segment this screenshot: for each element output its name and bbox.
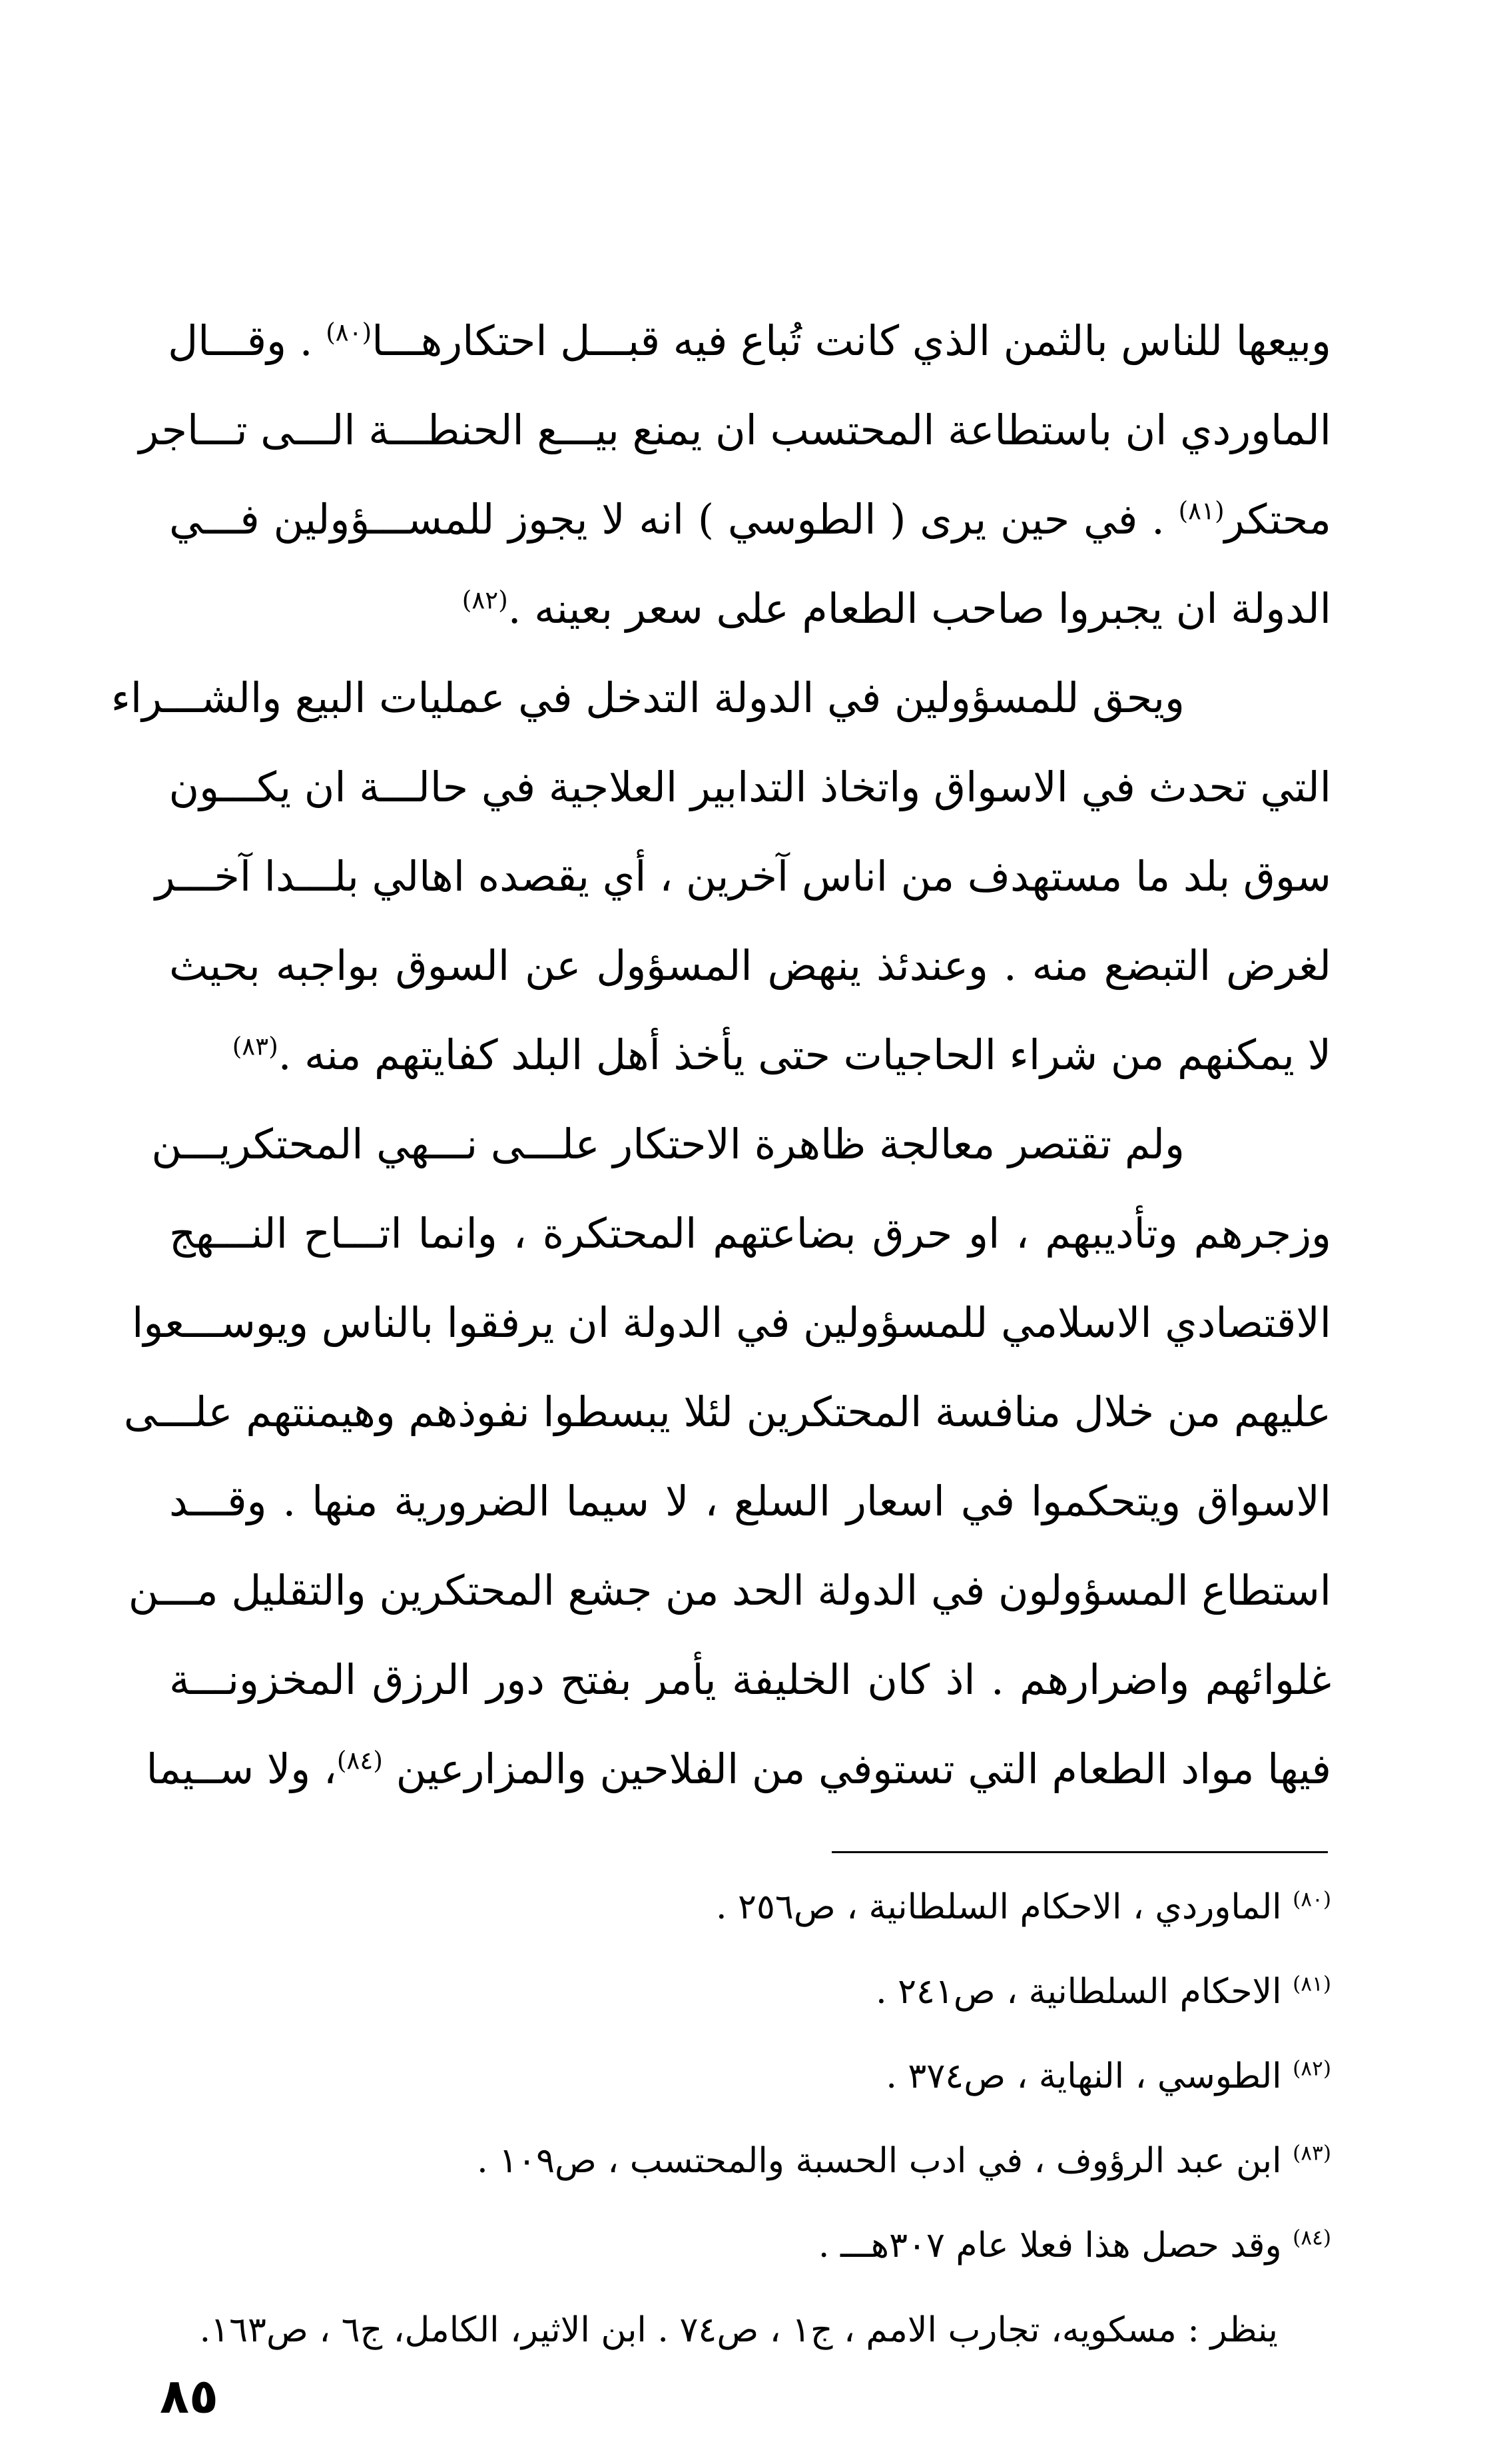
body-line: الماوردي ان باستطاعة المحتسب ان يمنع بيـــع الحنطـــة الـــى تـــاجر [139, 406, 1331, 454]
body-text [111, 296, 1331, 1814]
footnote-ref: (٨١) [1178, 496, 1225, 526]
footnotes [169, 1865, 1331, 2373]
body-line: استطاع المسؤولون في الدولة الحد من جشع المحتكرين والتقليل مـــن [128, 1566, 1331, 1615]
body-line: لا يمكنهم من شراء الحاجيات حتى يأخذ أهل البلد كفايتهم منه .$^{(٨٣)}$ [232, 1030, 1331, 1079]
body-line: التي تحدث في الاسواق واتخاذ التدابير العلاجية في حالـــة ان يكـــون [168, 763, 1331, 811]
body-line: ويحق للمسؤولين في الدولة التدخل في عمليات البيع والشـــراء [111, 673, 1185, 722]
footnote-separator [832, 1851, 1328, 1853]
footnote-number: (٨٠) [1293, 1887, 1331, 1912]
footnote-ref: (٨٣) [232, 1031, 278, 1061]
body-line: محتكر$^{(٨١)}$ . في حين يرى ( الطوسي ) انه لا يجوز للمســـؤولين فـــي [169, 495, 1331, 544]
body-line: وبيعها للناس بالثمن الذي كانت تُباع فيه قبـــل احتكارهـــا$^{(٨٠)}$ . وقـــال [168, 316, 1331, 365]
footnote-number: (٨١) [1293, 1972, 1331, 1996]
footnote-number: (٨٣) [1293, 2141, 1331, 2166]
body-line: سوق بلد ما مستهدف من اناس آخرين ، أي يقصده اهالي بلـــدا آخـــر [154, 852, 1331, 901]
body-line: الاسواق ويتحكموا في اسعار السلع ، لا سيما الضرورية منها . وقـــد [169, 1477, 1331, 1525]
page-number: ٨٥ [160, 2368, 218, 2424]
footnote: $^{(٨٣)}$ ابن عبد الرؤوف ، في ادب الحسبة والمحتسب ، ص١٠٩ . [477, 2141, 1331, 2181]
body-line: غلوائهم واضرارهم . اذ كان الخليفة يأمر بفتح دور الرزق المخزونـــة [169, 1655, 1331, 1704]
body-line: ولم تقتصر معالجة ظاهرة الاحتكار علـــى نـــهي المحتكريـــن [151, 1120, 1185, 1168]
footnote-ref: (٨٤) [336, 1745, 383, 1775]
footnote: $^{(٨٢)}$ الطوسي ، النهاية ، ص٣٧٤ . [886, 2056, 1331, 2096]
footnote-ref: (٨٠) [326, 317, 372, 347]
body-line: عليهم من خلال منافسة المحتكرين لئلا يبسطوا نفوذهم وهيمنتهم علـــى [123, 1388, 1331, 1436]
footnote: $^{(٨١)}$ الاحكام السلطانية ، ص٢٤١ . [876, 1972, 1331, 2012]
footnote-number: (٨٢) [1293, 2056, 1331, 2081]
footnote-number: (٨٤) [1293, 2226, 1331, 2250]
footnote: $^{(٨٠)}$ الماوردي ، الاحكام السلطانية ، ص٢٥٦ . [715, 1887, 1331, 1927]
body-line: الاقتصادي الاسلامي للمسؤولين في الدولة ان يرفقوا بالناس ويوســـعوا [132, 1298, 1331, 1347]
body-line: وزجرهم وتأديبهم ، او حرق بضاعتهم المحتكرة ، وانما اتـــاح النـــهج [169, 1209, 1331, 1258]
body-line: الدولة ان يجبروا صاحب الطعام على سعر بعينه .$^{(٨٢)}$ [461, 584, 1331, 633]
footnote-see-also: ينظر : مسكويه، تجارب الامم ، ج١ ، ص٧٤ . ابن الاثير، الكامل، ج٦ ، ص١٦٣. [199, 2310, 1278, 2350]
footnote: $^{(٨٤)}$ وقد حصل هذا فعلا عام ٣٠٧هـــ . [818, 2226, 1331, 2265]
body-line: فيها مواد الطعام التي تستوفي من الفلاحين والمزارعين $^{(٨٤)}$، ولا ســيما [146, 1745, 1331, 1793]
footnote-ref: (٨٢) [461, 585, 508, 615]
body-line: لغرض التبضع منه . وعندئذ ينهض المسؤول عن السوق بواجبه بحيث [169, 941, 1331, 990]
